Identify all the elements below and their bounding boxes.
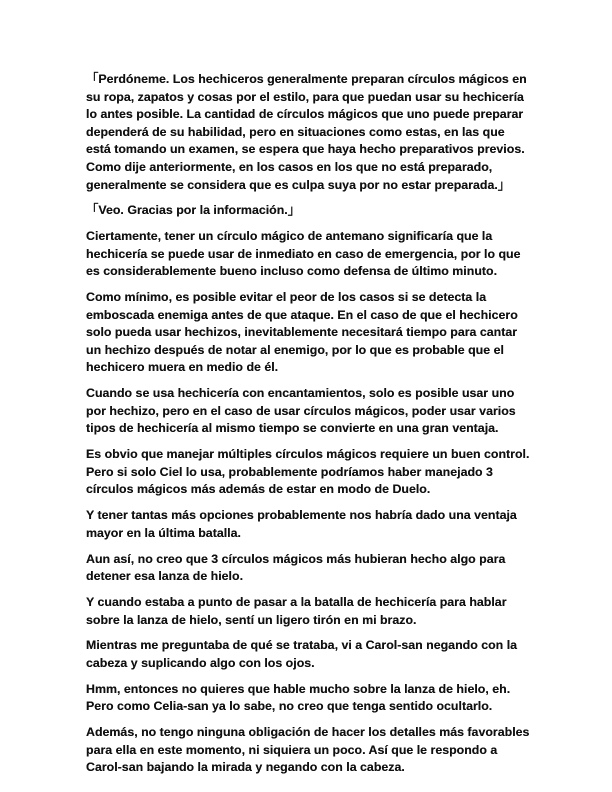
paragraph-9: Y cuando estaba a punto de pasar a la batalla de hechicería para hablar sobre la lanza de hielo, sentí un ligero tirón en mi brazo. [86, 594, 507, 627]
paragraph-4: Como mínimo, es posible evitar el peor de los casos si se detecta la emboscada enemiga antes de que ataque. En el caso de que el hechicero solo pueda usar hechizos, inevitablemente necesitará tiempo para cantar un hechizo después de notar al enemigo, por lo que es probable que el hechicero muera en medio de él. [86, 290, 518, 375]
paragraph-1: 「Perdóneme. Los hechiceros generalmente preparan círculos mágicos en su ropa, zapatos y cosas por el estilo, para que puedan usar su hechicería lo antes posible. La cantidad de círculos mágicos que uno puede preparar dependerá de su habilidad, pero en situaciones como estas, en las que está tomando un examen, se espera que haya hecho preparativos previos. Como dije anteriormente, en los casos en los que no está preparado, generalmente se considera que es culpa suya por no estar preparada.」 [86, 72, 527, 192]
paragraph-8: Aun así, no creo que 3 círculos mágicos más hubieran hecho algo para detener esa lanza de hielo. [86, 551, 506, 584]
paragraph-2: 「Veo. Gracias por la información.」 [86, 203, 301, 218]
paragraph-10: Mientras me preguntaba de qué se trataba, vi a Carol-san negando con la cabeza y suplicando algo con los ojos. [86, 638, 518, 670]
paragraph-3: Ciertamente, tener un círculo mágico de antemano significaría que la hechicería se puede usar de inmediato en caso de emergencia, por lo que es considerablemente bueno incluso como defensa de último minuto. [86, 229, 521, 279]
paragraph-7: Y tener tantas más opciones probablemente nos habría dado una ventaja mayor en la última batalla. [86, 508, 517, 540]
paragraph-12: Además, no tengo ninguna obligación de hacer los detalles más favorables para ella en este momento, ni siquiera un poco. Así que le respondo a Carol-san bajando la mirada y negando con la cabeza. [86, 725, 530, 775]
paragraph-6: Es obvio que manejar múltiples círculos mágicos requiere un buen control. Pero si solo Ciel lo usa, probablemente podríamos haber manejado 3 círculos mágicos más además de estar en modo de Duelo. [86, 447, 530, 497]
paragraph-11: Hmm, entonces no quieres que hable mucho sobre la lanza de hielo, eh. Pero como Celia-san ya lo sabe, no creo que tenga sentido ocultarlo. [86, 681, 511, 714]
document-body [86, 71, 530, 785]
paragraph-5: Cuando se usa hechicería con encantamientos, solo es posible usar uno por hechizo, pero en el caso de usar círculos mágicos, poder usar varios tipos de hechicería al mismo tiempo se convierte en una gran ventaja. [86, 386, 516, 436]
